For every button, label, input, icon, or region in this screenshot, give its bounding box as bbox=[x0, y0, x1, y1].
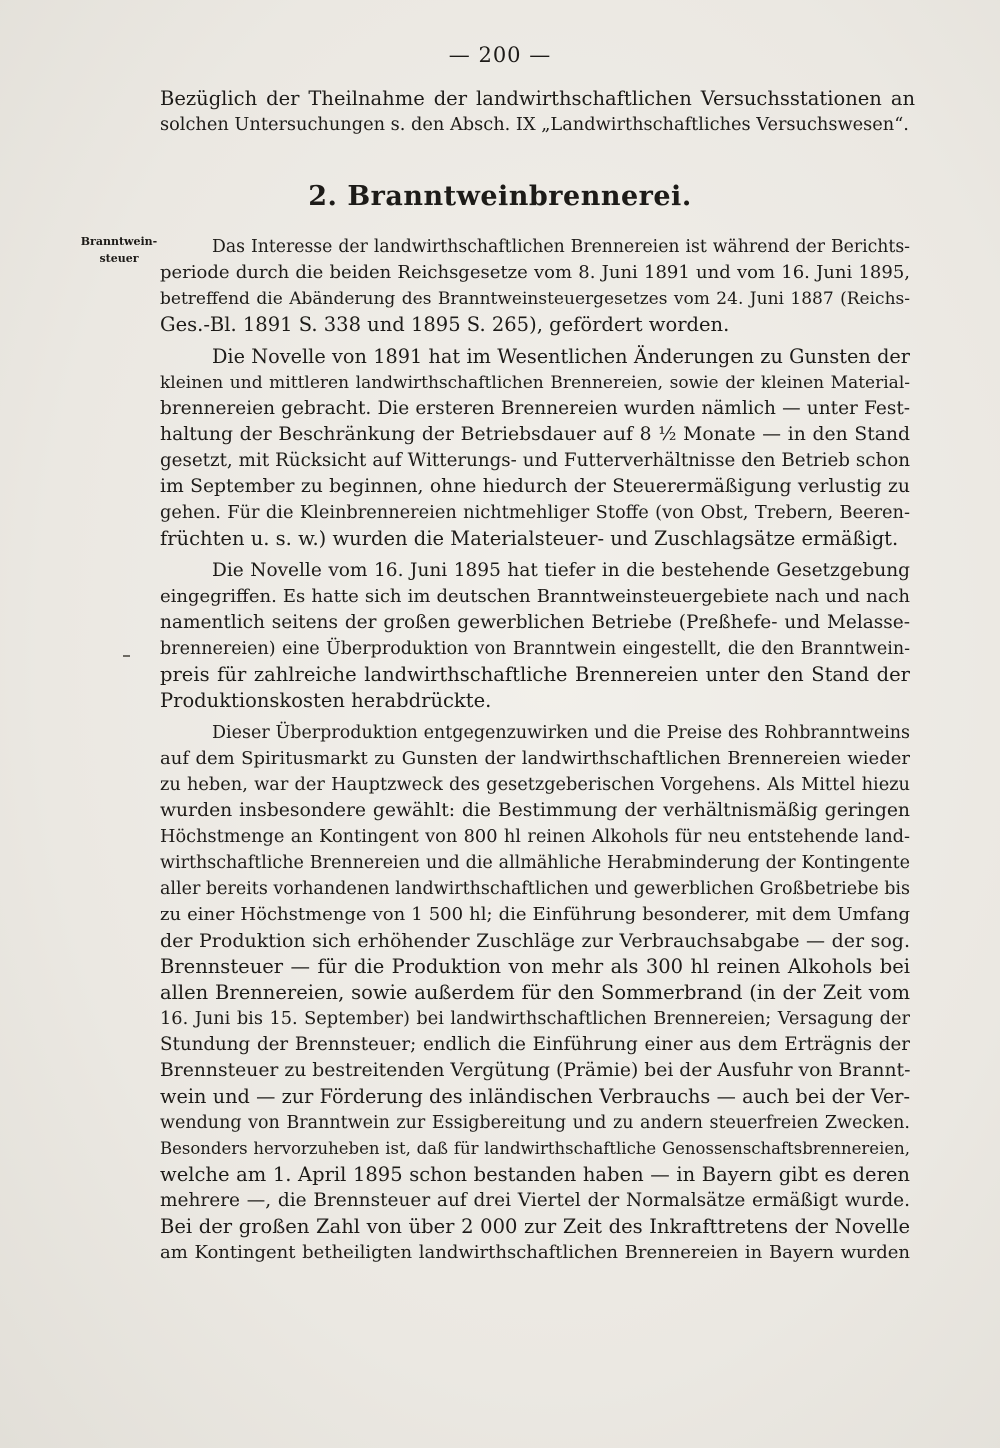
text-line: kleinen und mittleren landwirthschaftlichen Brennereien, sowie der kleinen Material- bbox=[160, 373, 910, 393]
text-line: allen Brennereien, sowie außerdem für den Sommerbrand (in der Zeit vom bbox=[160, 981, 910, 1004]
text-line: Brennsteuer — für die Produktion von mehr als 300 hl reinen Alkohols bei bbox=[160, 955, 910, 978]
text-line: gesetzt, mit Rücksicht auf Witterungs- und Futterverhältnisse den Betrieb schon bbox=[160, 450, 910, 471]
text-line: Bei der großen Zahl von über 2 000 zur Zeit des Inkrafttretens der Novelle bbox=[160, 1215, 910, 1238]
text-line: betreffend die Abänderung des Branntweinsteuergesetzes vom 24. Juni 1887 (Reichs- bbox=[160, 289, 910, 309]
text-line: Stundung der Brennsteuer; endlich die Einführung einer aus dem Erträgnis der bbox=[160, 1034, 910, 1055]
text-line: Die Novelle von 1891 hat im Wesentlichen Änderungen zu Gunsten der bbox=[212, 345, 910, 368]
text-line: wein und — zur Förderung des inländischen Verbrauchs — auch bei der Ver- bbox=[160, 1085, 910, 1108]
intro-paragraph bbox=[160, 86, 915, 138]
text-line: welche am 1. April 1895 schon bestanden haben — in Bayern gibt es deren bbox=[160, 1163, 910, 1186]
text-line: wendung von Branntwein zur Essigbereitung und zu andern steuerfreien Zwecken. bbox=[160, 1113, 910, 1133]
text-line: solchen Untersuchungen s. den Absch. IX „Landwirthschaftliches Versuchswesen“. bbox=[160, 115, 909, 135]
text-line: früchten u. s. w.) wurden die Materialsteuer- und Zuschlagsätze ermäßigt. bbox=[160, 527, 899, 550]
page-number: — 200 — bbox=[448, 43, 552, 67]
margin-note-line: steuer bbox=[99, 252, 139, 265]
margin-note-line: Branntwein- bbox=[80, 235, 158, 248]
text-line: aller bereits vorhandenen landwirthschaftlichen und gewerblichen Großbetriebe bis bbox=[160, 879, 910, 899]
text-line: Besonders hervorzuheben ist, daß für landwirthschaftliche Genossenschaftsbrennereien, bbox=[160, 1139, 910, 1158]
paragraph bbox=[160, 234, 910, 338]
text-line: gehen. Für die Kleinbrennereien nichtmehliger Stoffe (von Obst, Trebern, Beeren- bbox=[160, 503, 910, 523]
text-line: preis für zahlreiche landwirthschaftliche Brennereien unter den Stand der bbox=[160, 663, 910, 686]
text-line: wurden insbesondere gewählt: die Bestimmung der verhältnismäßig geringen bbox=[160, 800, 910, 821]
text-line: mehrere —, die Brennsteuer auf drei Viertel der Normalsätze ermäßigt wurde. bbox=[160, 1190, 910, 1211]
paragraph bbox=[160, 720, 910, 1266]
text-line: Produktionskosten herabdrückte. bbox=[160, 689, 492, 712]
text-line: periode durch die beiden Reichsgesetze vom 8. Juni 1891 und vom 16. Juni 1895, bbox=[160, 262, 910, 283]
text-line: im September zu beginnen, ohne hiedurch der Steuerermäßigung verlustig zu bbox=[160, 476, 910, 497]
text-line: Das Interesse der landwirthschaftlichen Brennereien ist während der Berichts- bbox=[212, 237, 910, 257]
text-line: Ges.-Bl. 1891 S. 338 und 1895 S. 265), gefördert worden. bbox=[160, 313, 730, 336]
text-line: namentlich seitens der großen gewerblichen Betriebe (Preßhefe- und Melasse- bbox=[160, 612, 910, 633]
text-line: wirthschaftliche Brennereien und die allmähliche Herabminderung der Kontingente bbox=[160, 853, 910, 873]
text-line: brennereien gebracht. Die ersteren Brennereien wurden nämlich — unter Fest- bbox=[160, 398, 910, 419]
text-line: eingegriffen. Es hatte sich im deutschen Branntweinsteuergebiete nach und nach bbox=[160, 586, 910, 607]
paragraph bbox=[160, 344, 910, 552]
section-heading: 2. Branntweinbrennerei. bbox=[308, 181, 692, 212]
text-line: am Kontingent betheiligten landwirthschaftlichen Brennereien in Bayern wurden bbox=[160, 1242, 910, 1263]
section-body bbox=[160, 234, 910, 1272]
paragraph bbox=[160, 558, 910, 714]
text-line: der Produktion sich erhöhender Zuschläge zur Verbrauchsabgabe — der sog. bbox=[160, 930, 910, 952]
text-line: haltung der Beschränkung der Betriebsdauer auf 8 ½ Monate — in den Stand bbox=[160, 424, 910, 445]
text-line: brennereien) eine Überproduktion von Branntwein eingestellt, die den Branntwein- bbox=[160, 639, 910, 659]
text-line: auf dem Spiritusmarkt zu Gunsten der landwirthschaftlichen Brennereien wieder bbox=[160, 748, 910, 769]
text-line: 16. Juni bis 15. September) bei landwirthschaftlichen Brennereien; Versagung der bbox=[160, 1009, 910, 1029]
text-line: Bezüglich der Theilnahme der landwirthschaftlichen Versuchsstationen an bbox=[160, 87, 915, 110]
text-line: Dieser Überproduktion entgegenzuwirken und die Preise des Rohbranntweins bbox=[212, 723, 910, 743]
text-line: Brennsteuer zu bestreitenden Vergütung (Prämie) bei der Ausfuhr von Brannt- bbox=[160, 1060, 910, 1081]
text-line: Die Novelle vom 16. Juni 1895 hat tiefer in die bestehende Gesetzgebung bbox=[212, 560, 910, 581]
margin-note bbox=[76, 233, 162, 267]
text-line: zu heben, war der Hauptzweck des gesetzgeberischen Vorgehens. Als Mittel hiezu bbox=[160, 775, 910, 795]
ink-mark bbox=[123, 655, 130, 657]
text-line: Höchstmenge an Kontingent von 800 hl reinen Alkohols für neu entstehende land- bbox=[160, 827, 910, 847]
text-line: zu einer Höchstmenge von 1 500 hl; die Einführung besonderer, mit dem Umfang bbox=[160, 904, 910, 925]
